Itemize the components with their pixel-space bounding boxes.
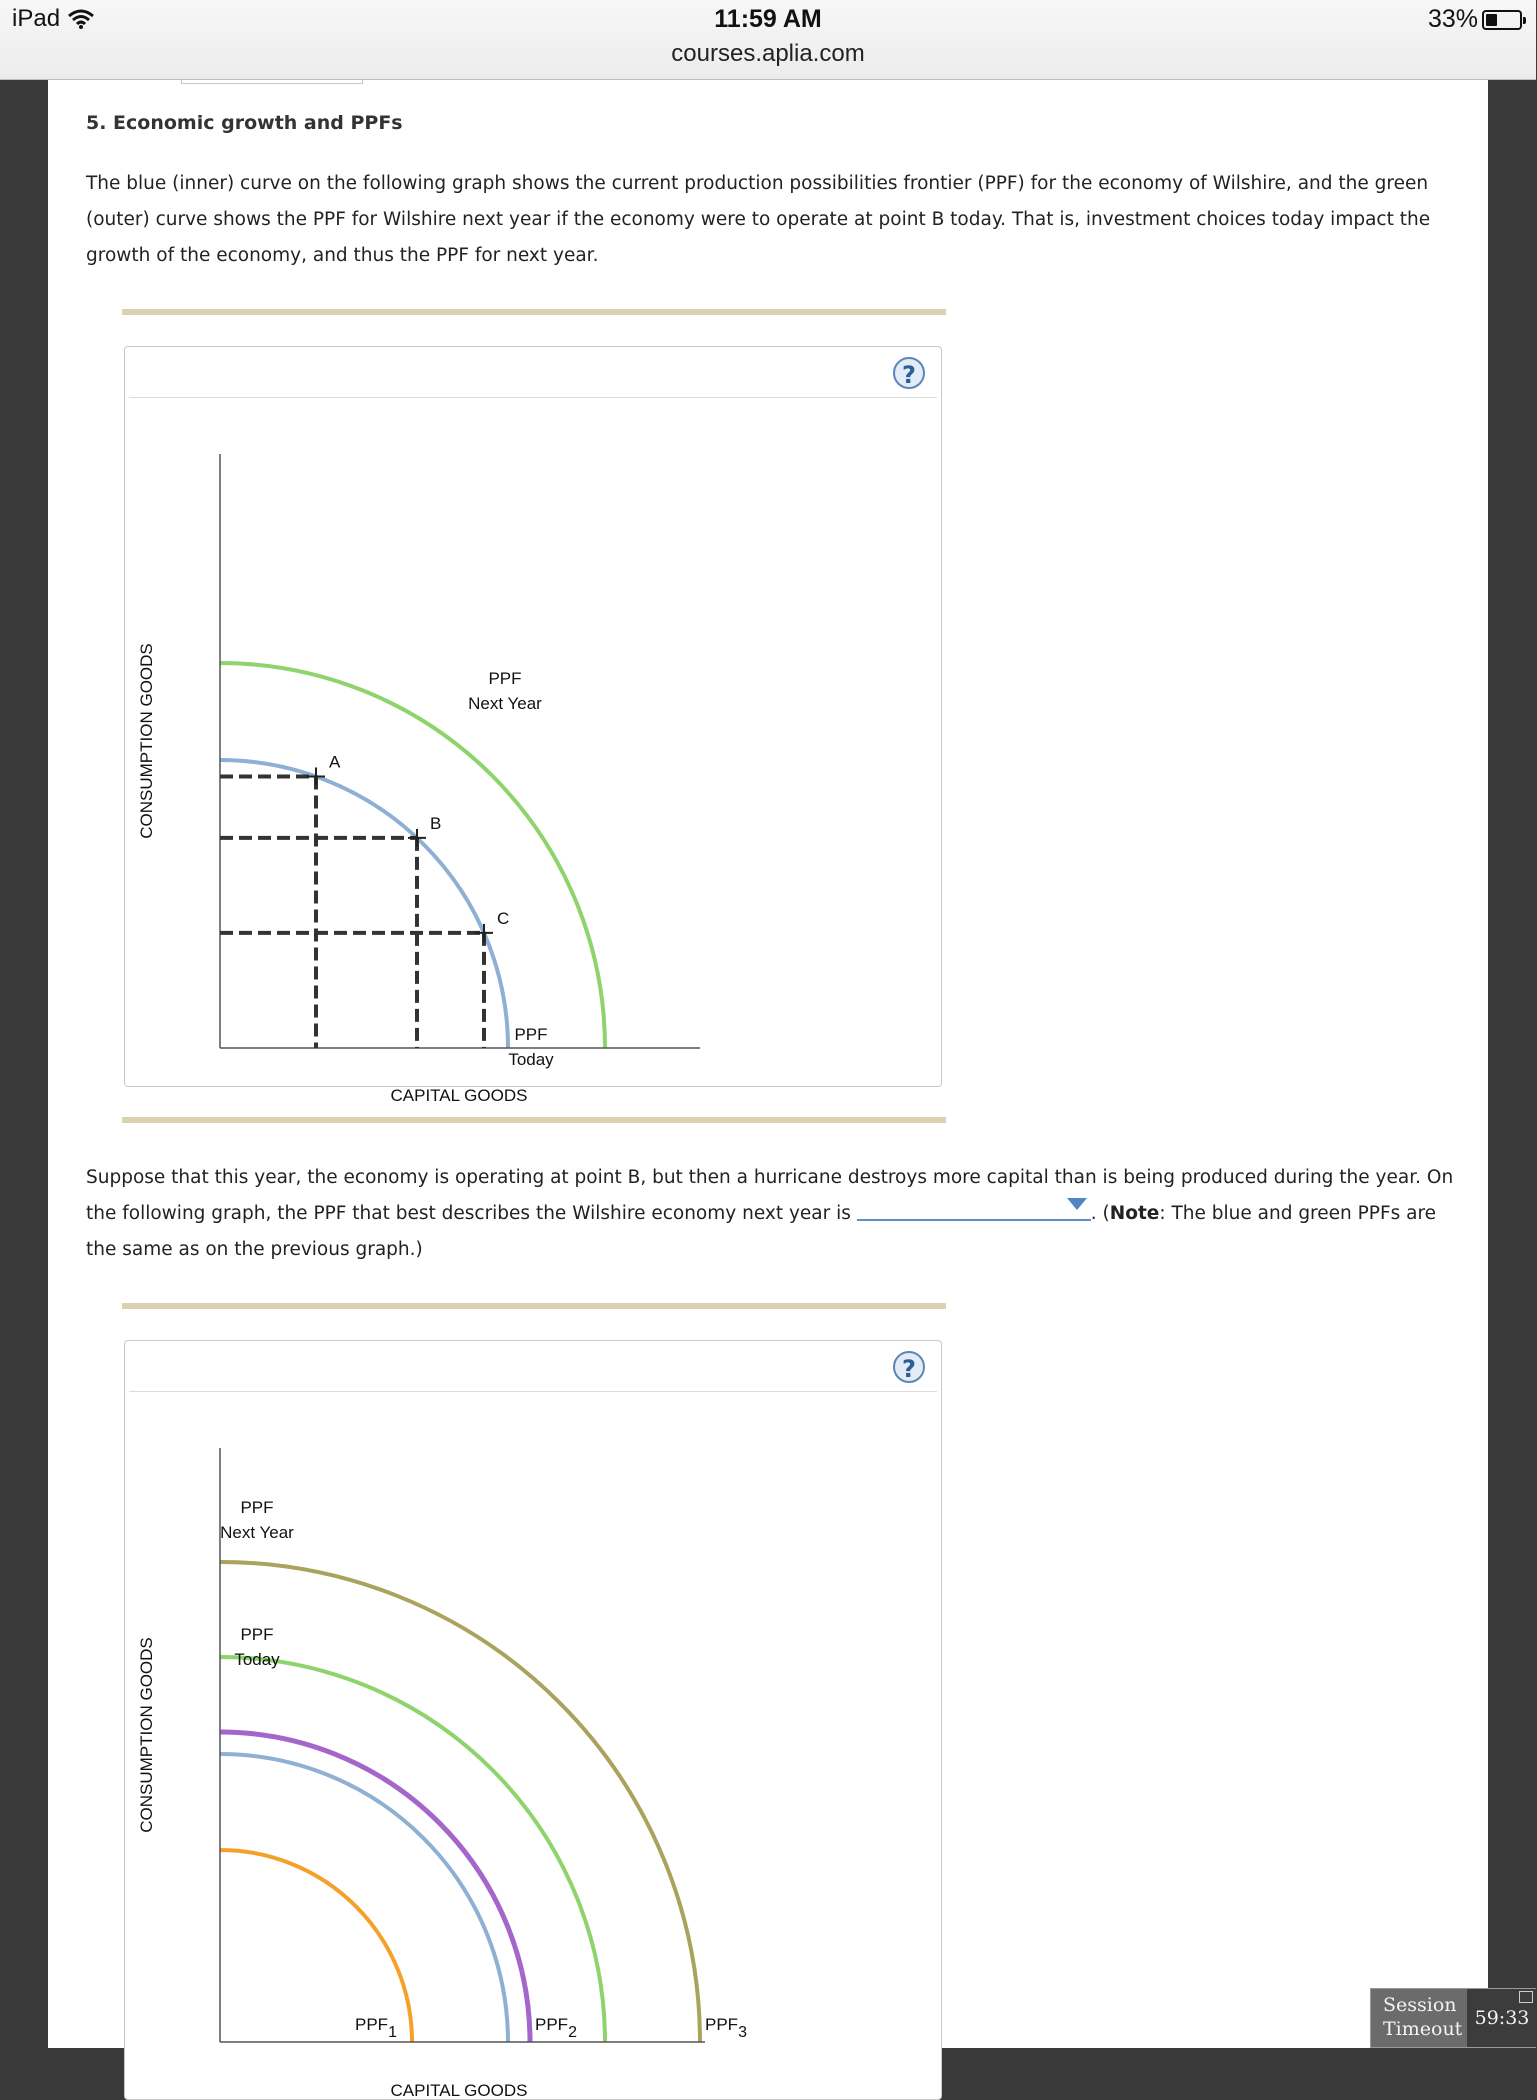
- divider-rule: [122, 309, 946, 315]
- point-label-b: B: [430, 813, 442, 833]
- question-title: 5. Economic growth and PPFs: [86, 112, 403, 134]
- ppf3-label: PPF3: [705, 2015, 747, 2041]
- ppf-today-curve: [220, 760, 508, 1048]
- question-prompt: [86, 1160, 1466, 1268]
- question-page: [48, 80, 1488, 2100]
- ppf-next-year-curve: [220, 663, 605, 1048]
- dropdown-arrow-icon: [1067, 1198, 1087, 1210]
- graph-panel-1: [124, 346, 942, 1105]
- point-label-c: C: [497, 908, 510, 928]
- session-timeout-widget[interactable]: [1370, 1988, 1536, 2048]
- prompt-note-text: : The blue and green PPFs are the same as on the previous graph.): [86, 1203, 1437, 1260]
- ppf-today-label: Today: [508, 1050, 554, 1069]
- ppf1-label: PPF1: [355, 2015, 397, 2041]
- ppf-next-year-curve: [220, 1657, 605, 2042]
- ppf-answer-dropdown[interactable]: [857, 1193, 1091, 1221]
- battery-fill: [1486, 14, 1497, 26]
- clock: 11:59 AM: [714, 5, 822, 33]
- divider-rule: [122, 1117, 946, 1123]
- note-label: Note: [1109, 1203, 1160, 1224]
- y-axis-label: CONSUMPTION GOODS: [137, 643, 156, 839]
- ppf-today-curve: [220, 1754, 508, 2042]
- session-label-line1: Session: [1383, 1994, 1457, 2016]
- prompt-text: Suppose that this year, the economy is operating at point B, but then a hurricane destroys more capital than is being produced during the year. On the following graph, the PPF that best describes the Wilshire economy next year is: [86, 1167, 1454, 1224]
- ppf-today-label: Today: [234, 1650, 280, 1669]
- y-axis-label: CONSUMPTION GOODS: [137, 1637, 156, 1833]
- battery-percent: 33%: [1427, 5, 1478, 33]
- ppf3-curve: [220, 1562, 700, 2042]
- prompt-text-after: . (: [1090, 1203, 1110, 1224]
- ppf-next-year-label: PPF: [488, 669, 522, 688]
- address-bar[interactable]: courses.aplia.com: [671, 40, 865, 67]
- ppf-next-year-label: PPF: [240, 1498, 274, 1517]
- point-label-a: A: [329, 752, 341, 772]
- ppf2-label: PPF2: [535, 2015, 577, 2041]
- top-tab-stub: [181, 80, 363, 84]
- question-intro: The blue (inner) curve on the following graph shows the current production possibilities frontier (PPF) for the economy of Wilshire, and the green (outer) curve shows the PPF for Wilshire next year if the economy were to operate at point B today. That is, investment choices today impact the growth of the economy, and thus the PPF for next year.: [86, 173, 1431, 266]
- help-button[interactable]: ?: [893, 1351, 925, 1383]
- device-name: iPad: [12, 5, 61, 32]
- battery-icon: [1482, 10, 1522, 30]
- divider-rule: [122, 1303, 946, 1309]
- ppf-next-year-label: Next Year: [220, 1523, 294, 1542]
- ppf-today-label: PPF: [514, 1025, 548, 1044]
- session-timer: 59:33: [1467, 1989, 1537, 2047]
- ios-status-bar: [0, 0, 1536, 80]
- graph-panel-2: [124, 1340, 942, 2100]
- ppf-graph-2: [125, 1341, 941, 2099]
- ppf2-curve: [220, 1732, 530, 2042]
- ppf-graph-1: [125, 347, 941, 1105]
- ppf-today-label: PPF: [240, 1625, 274, 1644]
- minimize-icon[interactable]: [1519, 1991, 1533, 2003]
- x-axis-label: CAPITAL GOODS: [390, 1086, 528, 1105]
- ppf1-curve: [220, 1850, 412, 2042]
- ppf-next-year-label: Next Year: [468, 694, 542, 713]
- battery-indicator: [1428, 5, 1522, 34]
- session-timeout-label: [1383, 1993, 1462, 2041]
- x-axis-label: CAPITAL GOODS: [390, 2081, 528, 2100]
- help-button[interactable]: ?: [893, 357, 925, 389]
- session-label-line2: Timeout: [1383, 2018, 1463, 2040]
